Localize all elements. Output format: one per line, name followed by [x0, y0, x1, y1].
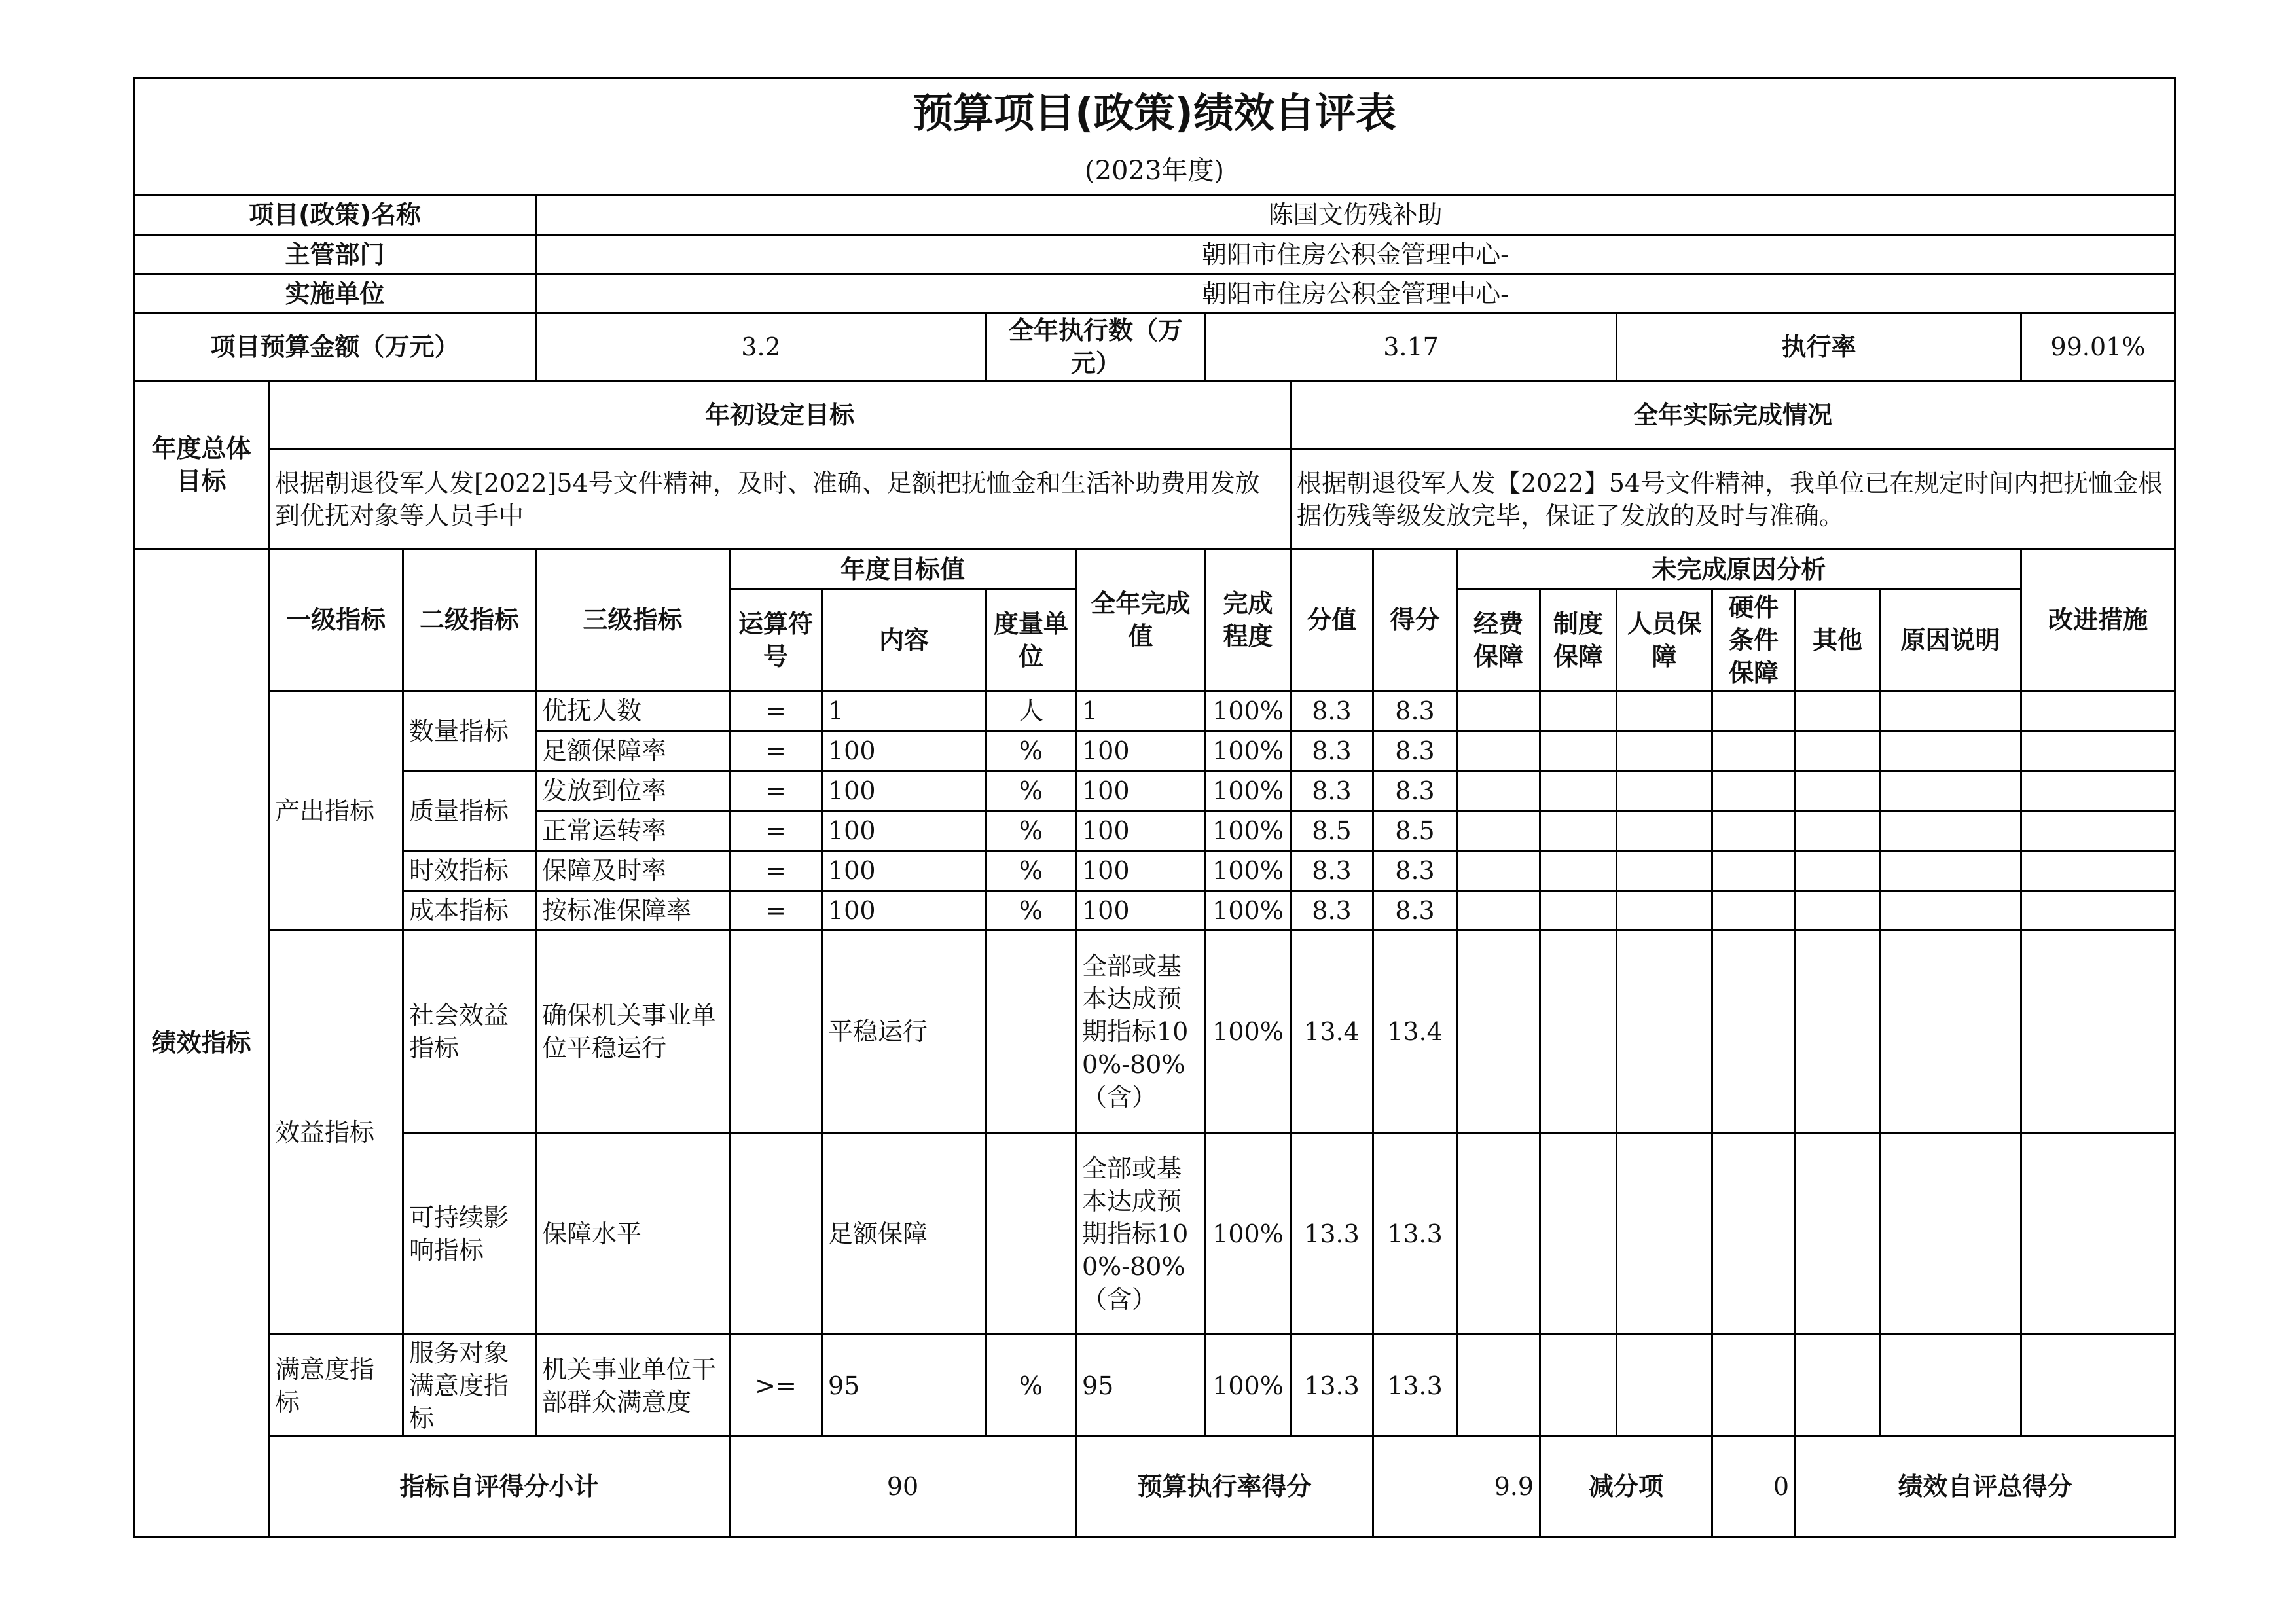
indicator-name: 保障水平: [536, 1133, 730, 1335]
table-row: [134, 931, 2175, 1133]
reason-cell: [1540, 1133, 1617, 1335]
measure-unit: %: [986, 771, 1076, 811]
actual-value: 100: [1076, 811, 1206, 851]
got-value: 8.3: [1373, 891, 1457, 931]
actual-completion-header: 全年实际完成情况: [1291, 381, 2175, 450]
indicator-name: 按标准保障率: [536, 891, 730, 931]
score-value: 8.5: [1291, 811, 1373, 851]
level2-cost: 成本指标: [403, 891, 536, 931]
reason-cell: [1712, 691, 1796, 731]
deduct-label: 减分项: [1540, 1437, 1712, 1537]
measure-unit: [986, 1133, 1076, 1335]
header-level2: 二级指标: [403, 549, 536, 691]
target-content: 95: [822, 1335, 986, 1437]
completion-degree: 100%: [1206, 811, 1291, 851]
improve-cell: [2021, 811, 2175, 851]
reason-cell: [1796, 931, 1880, 1133]
reason-cell: [1880, 931, 2021, 1133]
reason-cell: [1796, 851, 1880, 891]
reason-cell: [1796, 731, 1880, 771]
header-reason-group: 未完成原因分析: [1457, 549, 2021, 590]
actual-value: 95: [1076, 1335, 1206, 1437]
actual-completion-text: 根据朝退役军人发【2022】54号文件精神，我单位已在规定时间内把抚恤金根据伤残等级发放完毕，保证了发放的及时与准确。: [1291, 450, 2175, 549]
subtotal-label: 指标自评得分小计: [269, 1437, 730, 1537]
exec-score-label: 预算执行率得分: [1076, 1437, 1373, 1537]
header-got: 得分: [1373, 549, 1457, 691]
header-degree: 完成程度: [1206, 549, 1291, 691]
indicator-name: 机关事业单位干部群众满意度: [536, 1335, 730, 1437]
reason-cell: [1457, 1133, 1540, 1335]
initial-goal-text: 根据朝退役军人发[2022]54号文件精神，及时、准确、足额把抚恤金和生活补助费用发放到优抚对象等人员手中: [269, 450, 1291, 549]
reason-cell: [1712, 771, 1796, 811]
header-reason-system: 制度保障: [1540, 590, 1617, 691]
dept-value: 朝阳市住房公积金管理中心-: [536, 235, 2175, 274]
reason-cell: [1540, 811, 1617, 851]
header-unit: 度量单位: [986, 590, 1076, 691]
header-improve: 改进措施: [2021, 549, 2175, 691]
table-row: [134, 691, 2175, 731]
completion-degree: 100%: [1206, 851, 1291, 891]
reason-cell: [1617, 731, 1712, 771]
reason-cell: [1457, 851, 1540, 891]
level1-satisfaction: 满意度指标: [269, 1335, 403, 1437]
reason-cell: [1796, 1133, 1880, 1335]
indicator-name: 发放到位率: [536, 771, 730, 811]
reason-cell: [1540, 691, 1617, 731]
measure-unit: 人: [986, 691, 1076, 731]
target-content: 100: [822, 851, 986, 891]
project-name-value: 陈国文伤残补助: [536, 195, 2175, 235]
initial-goal-header: 年初设定目标: [269, 381, 1291, 450]
performance-self-evaluation-table: [133, 77, 2176, 1538]
reason-cell: [1457, 931, 1540, 1133]
reason-cell: [1796, 811, 1880, 851]
score-value: 8.3: [1291, 731, 1373, 771]
reason-cell: [1880, 731, 2021, 771]
table-row: [134, 1133, 2175, 1335]
actual-value: 全部或基本达成预期指标100%-80%（含）: [1076, 1133, 1206, 1335]
reason-cell: [1617, 891, 1712, 931]
completion-degree: 100%: [1206, 891, 1291, 931]
got-value: 8.3: [1373, 771, 1457, 811]
actual-value: 100: [1076, 731, 1206, 771]
measure-unit: %: [986, 811, 1076, 851]
header-reason-other: 其他: [1796, 590, 1880, 691]
reason-cell: [1796, 891, 1880, 931]
got-value: 13.3: [1373, 1133, 1457, 1335]
got-value: 13.3: [1373, 1335, 1457, 1437]
operator: >=: [730, 1335, 822, 1437]
unit-label: 实施单位: [134, 274, 536, 314]
reason-cell: [1457, 811, 1540, 851]
score-value: 8.3: [1291, 771, 1373, 811]
actual-value: 全部或基本达成预期指标100%-80%（含）: [1076, 931, 1206, 1133]
level2-service: 服务对象满意度指标: [403, 1335, 536, 1437]
perf-indicator-label: 绩效指标: [134, 549, 269, 1537]
reason-cell: [1617, 811, 1712, 851]
indicator-name: 正常运转率: [536, 811, 730, 851]
improve-cell: [2021, 691, 2175, 731]
got-value: 13.4: [1373, 931, 1457, 1133]
reason-cell: [1540, 1335, 1617, 1437]
actual-value: 1: [1076, 691, 1206, 731]
measure-unit: %: [986, 1335, 1076, 1437]
reason-cell: [1617, 1335, 1712, 1437]
reason-cell: [1712, 851, 1796, 891]
reason-cell: [1540, 931, 1617, 1133]
reason-cell: [1712, 891, 1796, 931]
header-level1: 一级指标: [269, 549, 403, 691]
operator: =: [730, 851, 822, 891]
score-value: 13.3: [1291, 1133, 1373, 1335]
reason-cell: [1457, 731, 1540, 771]
target-content: 足额保障: [822, 1133, 986, 1335]
header-reason-staff: 人员保障: [1617, 590, 1712, 691]
improve-cell: [2021, 1335, 2175, 1437]
deduct-value: 0: [1712, 1437, 1796, 1537]
improve-cell: [2021, 1133, 2175, 1335]
completion-degree: 100%: [1206, 1133, 1291, 1335]
improve-cell: [2021, 851, 2175, 891]
operator: [730, 1133, 822, 1335]
reason-cell: [1796, 691, 1880, 731]
level2-quantity: 数量指标: [403, 691, 536, 771]
measure-unit: %: [986, 851, 1076, 891]
reason-cell: [1796, 771, 1880, 811]
improve-cell: [2021, 771, 2175, 811]
level2-social: 社会效益指标: [403, 931, 536, 1133]
improve-cell: [2021, 891, 2175, 931]
header-reason-note: 原因说明: [1880, 590, 2021, 691]
table-row: [134, 891, 2175, 931]
reason-cell: [1880, 1133, 2021, 1335]
indicator-name: 保障及时率: [536, 851, 730, 891]
subtotal-value: 90: [730, 1437, 1076, 1537]
header-reason-funding: 经费保障: [1457, 590, 1540, 691]
reason-cell: [1457, 891, 1540, 931]
got-value: 8.3: [1373, 731, 1457, 771]
header-score: 分值: [1291, 549, 1373, 691]
operator: =: [730, 771, 822, 811]
header-level3: 三级指标: [536, 549, 730, 691]
reason-cell: [1880, 1335, 2021, 1437]
total-label: 绩效自评总得分: [1796, 1437, 2175, 1537]
reason-cell: [1712, 1335, 1796, 1437]
reason-cell: [1617, 1133, 1712, 1335]
target-content: 1: [822, 691, 986, 731]
score-value: 8.3: [1291, 851, 1373, 891]
target-content: 100: [822, 891, 986, 931]
operator: =: [730, 811, 822, 851]
indicator-name: 确保机关事业单位平稳运行: [536, 931, 730, 1133]
level1-output: 产出指标: [269, 691, 403, 931]
reason-cell: [1796, 1335, 1880, 1437]
table-row: [134, 771, 2175, 811]
completion-degree: 100%: [1206, 691, 1291, 731]
reason-cell: [1712, 811, 1796, 851]
operator: [730, 931, 822, 1133]
reason-cell: [1540, 891, 1617, 931]
operator: =: [730, 891, 822, 931]
reason-cell: [1880, 771, 2021, 811]
target-content: 100: [822, 731, 986, 771]
budget-value: 3.2: [536, 314, 986, 381]
got-value: 8.3: [1373, 851, 1457, 891]
level2-quality: 质量指标: [403, 771, 536, 851]
table-row: [134, 1335, 2175, 1437]
budget-label: 项目预算金额（万元）: [134, 314, 536, 381]
reason-cell: [1712, 931, 1796, 1133]
level2-sustain: 可持续影响指标: [403, 1133, 536, 1335]
year-subtitle: (2023年度): [134, 148, 2175, 195]
measure-unit: %: [986, 731, 1076, 771]
project-name-label: 项目(政策)名称: [134, 195, 536, 235]
operator: =: [730, 731, 822, 771]
indicator-name: 足额保障率: [536, 731, 730, 771]
header-target-group: 年度目标值: [730, 549, 1076, 590]
indicator-name: 优抚人数: [536, 691, 730, 731]
score-value: 8.3: [1291, 691, 1373, 731]
reason-cell: [1540, 731, 1617, 771]
reason-cell: [1457, 1335, 1540, 1437]
got-value: 8.3: [1373, 691, 1457, 731]
reason-cell: [1457, 691, 1540, 731]
rate-value: 99.01%: [2021, 314, 2175, 381]
reason-cell: [1712, 1133, 1796, 1335]
reason-cell: [1617, 691, 1712, 731]
rate-label: 执行率: [1617, 314, 2021, 381]
header-operator: 运算符号: [730, 590, 822, 691]
reason-cell: [1712, 731, 1796, 771]
table-row: [134, 851, 2175, 891]
reason-cell: [1617, 931, 1712, 1133]
header-content: 内容: [822, 590, 986, 691]
target-content: 100: [822, 811, 986, 851]
score-value: 8.3: [1291, 891, 1373, 931]
actual-value: 100: [1076, 851, 1206, 891]
level2-timeliness: 时效指标: [403, 851, 536, 891]
completion-degree: 100%: [1206, 731, 1291, 771]
completion-degree: 100%: [1206, 771, 1291, 811]
reason-cell: [1540, 771, 1617, 811]
annual-goal-label: 年度总体目标: [134, 381, 269, 549]
dept-label: 主管部门: [134, 235, 536, 274]
completion-degree: 100%: [1206, 1335, 1291, 1437]
actual-value: 100: [1076, 891, 1206, 931]
reason-cell: [1880, 811, 2021, 851]
completion-degree: 100%: [1206, 931, 1291, 1133]
score-value: 13.3: [1291, 1335, 1373, 1437]
page-title: 预算项目(政策)绩效自评表: [134, 78, 2175, 148]
actual-value: 100: [1076, 771, 1206, 811]
improve-cell: [2021, 931, 2175, 1133]
unit-value: 朝阳市住房公积金管理中心-: [536, 274, 2175, 314]
exec-label: 全年执行数（万元）: [986, 314, 1206, 381]
exec-value: 3.17: [1206, 314, 1617, 381]
level1-benefit: 效益指标: [269, 931, 403, 1335]
measure-unit: %: [986, 891, 1076, 931]
reason-cell: [1617, 851, 1712, 891]
reason-cell: [1540, 851, 1617, 891]
reason-cell: [1617, 771, 1712, 811]
measure-unit: [986, 931, 1076, 1133]
header-actual: 全年完成值: [1076, 549, 1206, 691]
target-content: 100: [822, 771, 986, 811]
reason-cell: [1457, 771, 1540, 811]
exec-score-value: 9.9: [1373, 1437, 1540, 1537]
got-value: 8.5: [1373, 811, 1457, 851]
reason-cell: [1880, 891, 2021, 931]
score-value: 13.4: [1291, 931, 1373, 1133]
header-reason-hardware: 硬件条件保障: [1712, 590, 1796, 691]
target-content: 平稳运行: [822, 931, 986, 1133]
reason-cell: [1880, 851, 2021, 891]
improve-cell: [2021, 731, 2175, 771]
operator: =: [730, 691, 822, 731]
reason-cell: [1880, 691, 2021, 731]
